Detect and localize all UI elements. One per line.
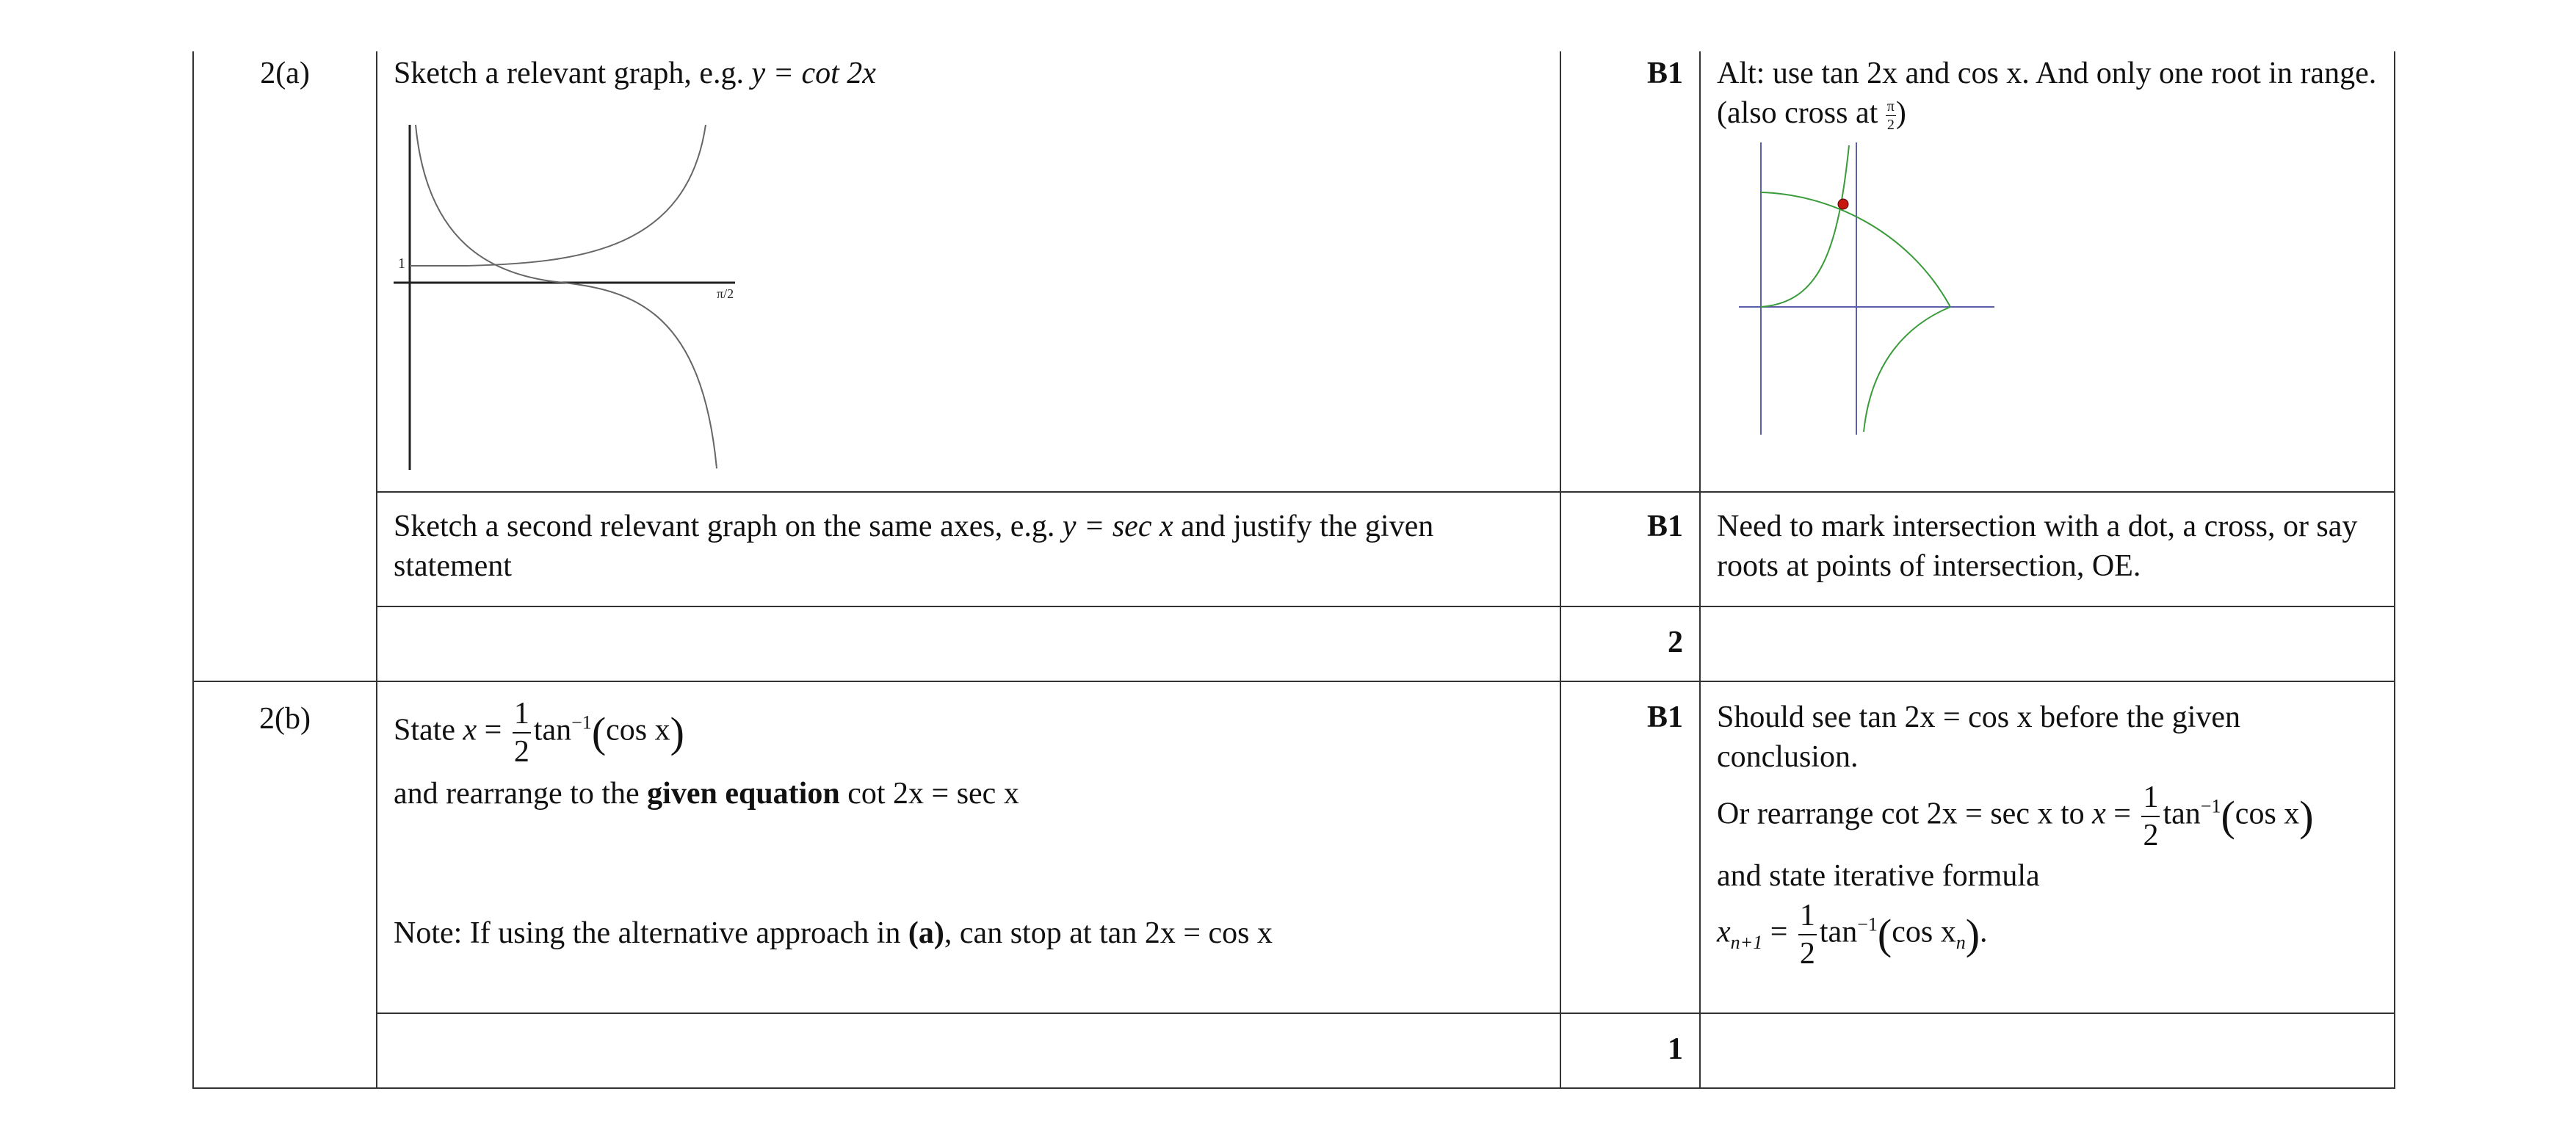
pi-over-2-fraction [1886, 99, 1896, 132]
formula-tan: tan [533, 713, 572, 747]
state-text: State [394, 713, 463, 747]
cot-graph [394, 109, 761, 476]
total-mark-cell [1560, 606, 1700, 681]
answer-cell [377, 492, 1560, 606]
pi-numerator: π [1886, 98, 1895, 115]
mark-value: B1 [1646, 57, 1683, 90]
guidance-or-line [1717, 782, 2378, 851]
half-fraction [513, 698, 531, 767]
graph-label-1: 1 [398, 255, 405, 272]
answer-expression: y = cot 2x [751, 57, 876, 90]
note-line [394, 914, 1544, 954]
formula-cos: cos x [1892, 915, 1956, 949]
guidance-cell [1700, 51, 2395, 492]
formula-cos: cos x [606, 713, 670, 747]
part-a-total-row [193, 606, 2395, 681]
rearrange-line [394, 775, 1544, 814]
answer-expression: y = sec x [1062, 510, 1173, 543]
alt-graph [1717, 141, 2025, 449]
question-number: 2(a) [260, 57, 310, 90]
formula-inverse: −1 [2200, 795, 2221, 817]
iter-subscript: n+1 [1730, 932, 1763, 954]
guidance-cell [1700, 681, 2395, 1013]
close-paren: ) [670, 709, 684, 756]
question-label-2a [193, 51, 377, 681]
guidance-before: before the given conclusion. [1717, 700, 2241, 774]
guidance-and-state: and state iterative formula [1717, 858, 2040, 893]
part-b-total-row [193, 1013, 2395, 1088]
answer-text-suffix: and justify the given statement [394, 510, 1434, 583]
empty-guidance-cell [1700, 1013, 2395, 1088]
tan-curve-left [1761, 145, 1849, 307]
part-b-row-1 [193, 681, 2395, 1013]
guidance-should: Should see [1717, 700, 1859, 734]
cot-curve [416, 125, 717, 468]
guidance-cos: cos x [1957, 57, 2022, 90]
guidance-and-line [1717, 857, 2378, 897]
formula-tan: tan [2163, 797, 2201, 831]
guidance-part: Alt: use [1717, 57, 1822, 90]
fraction-numerator: 1 [513, 698, 531, 734]
guidance-and: and [1905, 57, 1958, 90]
mark-value: B1 [1646, 510, 1683, 543]
open-paren: ( [591, 709, 607, 756]
mark-cell [1560, 51, 1700, 492]
graph-label-pi-over-2: π/2 [717, 286, 734, 301]
formula-lhs: x [2092, 797, 2106, 831]
given-equation-bold: given equation [647, 777, 840, 811]
note-text-2: , can stop at [944, 916, 1100, 950]
total-mark-value: 1 [1668, 1032, 1683, 1066]
half-fraction [1798, 900, 1817, 969]
note-bold-a: (a) [908, 916, 944, 950]
iterative-formula [1717, 900, 2378, 969]
iter-subscript-n: n [1955, 932, 1966, 954]
tan-curve-right [1864, 307, 1950, 432]
question-number: 2(b) [259, 702, 311, 736]
fraction-denominator: 2 [2143, 818, 2159, 852]
question-label-2b [193, 681, 377, 1088]
formula-equals: = [477, 713, 510, 747]
formula-tan: tan [1819, 915, 1858, 949]
guidance-or: Or rearrange cot 2x = sec x to [1717, 797, 2093, 831]
rearrange-text: and rearrange to the [394, 777, 648, 811]
note-expression: tan 2x = cos x [1099, 916, 1273, 950]
answer-cell [377, 51, 1560, 492]
part-a-row-2 [193, 492, 2395, 606]
answer-cell [377, 681, 1560, 1013]
state-formula-line [394, 698, 1544, 767]
mark-cell [1560, 492, 1700, 606]
answer-text [394, 54, 1544, 94]
spacer [394, 814, 1544, 914]
mark-scheme-table-wrap [192, 51, 2394, 1088]
fraction-numerator: 1 [1798, 900, 1817, 935]
fraction-numerator: 1 [2141, 782, 2160, 817]
total-mark-value: 2 [1668, 626, 1683, 659]
empty-answer-cell [377, 1013, 1560, 1088]
sec-curve [410, 125, 706, 266]
guidance-should-see [1717, 698, 2378, 778]
fraction-denominator: 2 [513, 735, 529, 769]
mark-cell [1560, 681, 1700, 1013]
part-a-row-1 [193, 51, 2395, 492]
open-paren: ( [1877, 910, 1892, 959]
answer-text-prefix: Sketch a relevant graph, e.g. [394, 57, 752, 90]
open-paren: ( [2221, 792, 2235, 840]
period: . [1980, 915, 1988, 949]
empty-answer-cell [377, 606, 1560, 681]
guidance-cell [1700, 492, 2395, 606]
formula-lhs: x [463, 713, 477, 747]
answer-text-prefix: Sketch a second relevant graph on the same axes, e.g. [394, 510, 1063, 543]
guidance-text: Need to mark intersection with a dot, a cross, or say roots at points of intersection, OE. [1717, 510, 2358, 583]
intersection-dot [1838, 199, 1848, 209]
guidance-expression: tan 2x = cos x [1859, 700, 2033, 734]
formula-equals: = [2105, 797, 2139, 831]
total-mark-cell [1560, 1013, 1700, 1088]
guidance-part-2: . And only one root in range. (also cross at [1717, 57, 2377, 130]
half-fraction [2141, 782, 2160, 851]
formula-inverse: −1 [571, 711, 592, 734]
close-paren: ) [1965, 910, 1980, 959]
close-paren: ) [2299, 792, 2314, 840]
guidance-text [1717, 54, 2378, 134]
note-text: Note: If using the alternative approach in [394, 916, 908, 950]
fraction-denominator: 2 [1799, 937, 1815, 971]
mark-scheme-table [192, 51, 2395, 1089]
rearrange-equation: cot 2x = sec x [839, 777, 1019, 811]
iter-x: x [1717, 915, 1731, 949]
formula-inverse: −1 [1857, 913, 1878, 935]
formula-cos: cos x [2235, 797, 2300, 831]
formula-equals: = [1762, 915, 1795, 949]
mark-value: B1 [1646, 700, 1683, 734]
guidance-tan: tan 2x [1821, 57, 1898, 90]
guidance-part-3: ) [1895, 95, 1906, 130]
empty-guidance-cell [1700, 606, 2395, 681]
pi-denominator: 2 [1886, 116, 1895, 133]
